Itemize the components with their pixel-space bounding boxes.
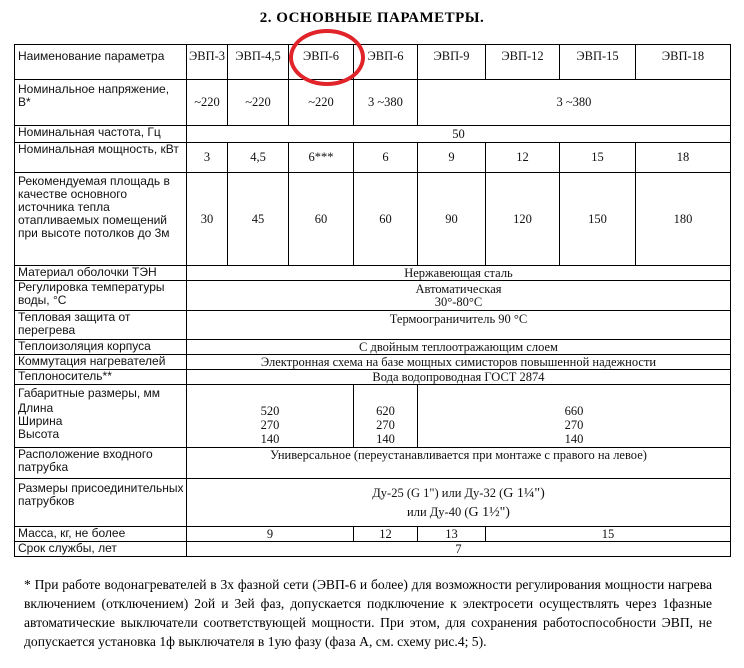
regulation-row — [15, 281, 731, 311]
header-param-name: Наименование параметра — [15, 45, 187, 80]
dimension-width: 270 — [564, 418, 584, 432]
frequency-label: Номинальная частота, Гц — [15, 126, 187, 143]
power-value: 4,5 — [228, 143, 289, 173]
mass-value: 9 — [187, 527, 354, 542]
dimension-length: 660 — [564, 404, 584, 418]
regulation-mode: Автоматическая — [415, 281, 502, 296]
thermal-protection-label: Тепловая защита от перегрева — [15, 311, 187, 340]
header-model-7: ЭВП-15 — [560, 45, 636, 80]
area-value: 30 — [187, 173, 228, 266]
connections-line1-end: G 1¼") — [503, 485, 545, 501]
power-value: 6*** — [289, 143, 354, 173]
mass-label: Масса, кг, не более — [15, 527, 187, 542]
voltage-value-merged: 3 ~380 — [418, 80, 731, 126]
service-life-label: Срок службы, лет — [15, 542, 187, 557]
service-life-value: 7 — [187, 542, 731, 557]
voltage-label: Номинальное напряжение, В* — [15, 80, 187, 126]
power-label: Номинальная мощность, кВт — [15, 143, 187, 173]
material-value: Нержавеющая сталь — [187, 266, 731, 281]
material-row — [15, 266, 731, 281]
area-row — [15, 173, 731, 266]
regulation-label: Регулировка температуры воды, °С — [15, 281, 187, 311]
dimensions-group-1 — [187, 385, 354, 448]
connections-line2-start: или Ду-40 ( — [407, 504, 469, 519]
connections-line1-start: Ду-25 (G 1") или Ду-32 ( — [372, 485, 504, 500]
power-value: 18 — [636, 143, 731, 173]
dimensions-row — [15, 385, 731, 448]
voltage-value: ~220 — [289, 80, 354, 126]
header-model-1: ЭВП-3 — [187, 45, 228, 80]
header-model-3: ЭВП-6 — [289, 45, 354, 80]
coolant-row — [15, 370, 731, 385]
dimension-length: 620 — [376, 404, 395, 418]
frequency-value: 50 — [187, 126, 731, 143]
header-row — [15, 45, 731, 80]
power-value: 3 — [187, 143, 228, 173]
thermal-protection-row — [15, 311, 731, 340]
insulation-row — [15, 340, 731, 355]
footnote: * При работе водонагревателей в 3х фазной сети (ЭВП-6 и более) для возможности регулирования мощности нагрева включением (отключением) 2ой и 3ей фаз, допускается подключение к электросети осуществлять через 1фазные автоматические выключатели соответствующей мощности. При этом, для сохранения работоспособности ЭВП, не допускается установка 1ф выключателя в 1ую фазу (фаза А, см. схему рис.4; 5). — [24, 577, 712, 649]
power-row — [15, 143, 731, 173]
dimensions-label: Габаритные размеры, мм — [18, 386, 161, 400]
dimensions-group-3 — [418, 385, 731, 448]
mass-row — [15, 527, 731, 542]
coolant-label: Теплоноситель** — [15, 370, 187, 385]
mass-value: 13 — [418, 527, 486, 542]
connections-value — [187, 479, 731, 527]
dimension-length: 520 — [260, 404, 280, 418]
area-label: Рекомендуемая площадь в качестве основного источника тепла отапливаемых помещений при высоте потолков до 3м — [15, 173, 187, 266]
dimension-width: 270 — [260, 418, 280, 432]
header-model-2: ЭВП-4,5 — [228, 45, 289, 80]
mass-value: 15 — [486, 527, 731, 542]
parameters-table — [14, 44, 731, 557]
mass-value: 12 — [354, 527, 418, 542]
regulation-range: 30°-80°С — [434, 294, 483, 309]
insulation-value: С двойным теплоотражающим слоем — [187, 340, 731, 355]
area-value: 150 — [560, 173, 636, 266]
insulation-label: Теплоизоляция корпуса — [15, 340, 187, 355]
coolant-value: Вода водопроводная ГОСТ 2874 — [187, 370, 731, 385]
voltage-value: 3 ~380 — [354, 80, 418, 126]
power-value: 12 — [486, 143, 560, 173]
dimension-height: 140 — [376, 432, 395, 446]
switching-label: Коммутация нагревателей — [15, 355, 187, 370]
dimensions-group-2 — [354, 385, 418, 448]
section-title: 2. ОСНОВНЫЕ ПАРАМЕТРЫ. — [259, 10, 485, 26]
area-value: 60 — [354, 173, 418, 266]
dimensions-width-label: Ширина — [18, 414, 63, 428]
material-label: Материал оболочки ТЭН — [15, 266, 187, 281]
frequency-row — [15, 126, 731, 143]
voltage-value: ~220 — [187, 80, 228, 126]
area-value: 120 — [486, 173, 560, 266]
header-model-4: ЭВП-6 — [354, 45, 418, 80]
voltage-value: ~220 — [228, 80, 289, 126]
area-value: 60 — [289, 173, 354, 266]
dimensions-label-cell — [15, 385, 187, 448]
power-value: 15 — [560, 143, 636, 173]
dimensions-height-label: Высота — [18, 427, 60, 441]
dimension-height: 140 — [260, 432, 280, 446]
area-value: 45 — [228, 173, 289, 266]
voltage-row — [15, 80, 731, 126]
thermal-protection-value: Термоограничитель 90 °С — [187, 311, 731, 340]
header-model-8: ЭВП-18 — [636, 45, 731, 80]
dimensions-length-label: Длина — [18, 401, 54, 415]
service-life-row — [15, 542, 731, 557]
switching-row — [15, 355, 731, 370]
connections-label: Размеры присоединительных патрубков — [15, 479, 187, 527]
power-value: 6 — [354, 143, 418, 173]
inlet-value: Универсальное (переустанавливается при монтаже с правого на левое) — [187, 448, 731, 479]
area-value: 180 — [636, 173, 731, 266]
switching-value: Электронная схема на базе мощных симисторов повышенной надежности — [187, 355, 731, 370]
inlet-label: Расположение входного патрубка — [15, 448, 187, 479]
dimension-height: 140 — [564, 432, 584, 446]
area-value: 90 — [418, 173, 486, 266]
inlet-row — [15, 448, 731, 479]
header-model-5: ЭВП-9 — [418, 45, 486, 80]
connections-line2-end: G 1½") — [468, 504, 510, 520]
connections-row — [15, 479, 731, 527]
regulation-value — [187, 281, 731, 311]
dimension-width: 270 — [376, 418, 395, 432]
header-model-6: ЭВП-12 — [486, 45, 560, 80]
power-value: 9 — [418, 143, 486, 173]
